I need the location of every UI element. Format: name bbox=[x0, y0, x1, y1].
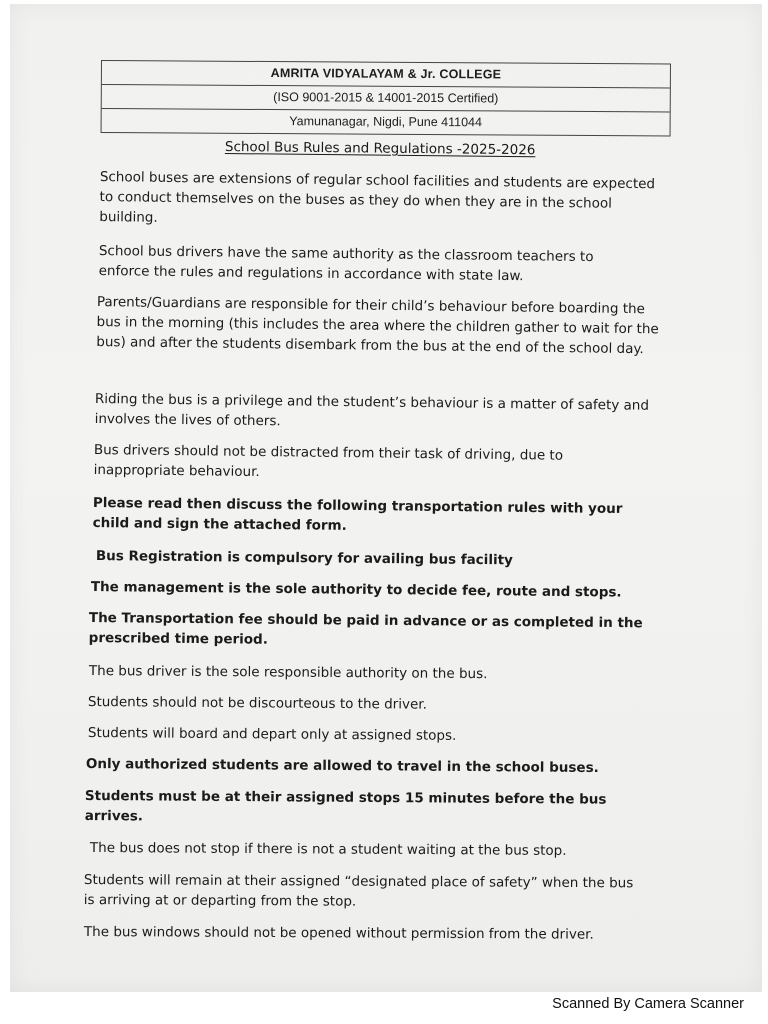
rule-assigned-stops: Students will board and depart only at assigned stops. bbox=[87, 724, 457, 744]
rule-designated-place: Students will remain at their assigned “designated place of safety” when the bus is arriving at or departing from the stop. bbox=[83, 871, 634, 910]
rule-arrive-early: Students must be at their assigned stops 15 minutes before the bus arrives. bbox=[84, 787, 607, 825]
rule-bus-windows: The bus windows should not be opened without permission from the driver. bbox=[83, 924, 594, 943]
paragraph-read-and-sign: Please read then discuss the following transportation rules with your child and sign the attached form. bbox=[92, 494, 623, 534]
scanner-credit: Scanned By Camera Scanner bbox=[552, 996, 744, 1012]
school-address: Yamunanagar, Nigdi, Pune 411044 bbox=[102, 108, 670, 135]
paragraph-bus-extension: School buses are extensions of regular school facilities and students are expected to conduct themselves on the buses as they do when they are in the school building. bbox=[99, 168, 656, 226]
rule-transportation-fee: The Transportation fee should be paid in advance or as completed in the prescribed time period. bbox=[88, 609, 643, 648]
paragraph-riding-privilege: Riding the bus is a privilege and the student’s behaviour is a matter of safety and involves the lives of others. bbox=[94, 390, 650, 430]
certification-line: (ISO 9001-2015 & 14001-2015 Certified) bbox=[102, 84, 670, 111]
rule-authorized-students: Only authorized students are allowed to travel in the school buses. bbox=[85, 755, 599, 777]
rule-bus-stop-waiting: The bus does not stop if there is not a student waiting at the bus stop. bbox=[89, 839, 567, 859]
paragraph-driver-authority: School bus drivers have the same authority as the classroom teachers to enforce the rules and regulations in accordance with state law. bbox=[98, 242, 594, 285]
school-header-box bbox=[101, 60, 671, 136]
rule-bus-registration: Bus Registration is compulsory for availing bus facility bbox=[95, 547, 513, 569]
rule-driver-sole-authority: The bus driver is the sole responsible authority on the bus. bbox=[88, 662, 488, 683]
document-title: School Bus Rules and Regulations -2025-2026 bbox=[224, 139, 536, 159]
paragraph-parent-responsibility: Parents/Guardians are responsible for their child’s behaviour before boarding the bus in the morning (this includes the area where the children gather to wait for the bus) and after the students disembark from the bus at the end of the school day. bbox=[96, 293, 659, 358]
rule-courtesy-to-driver: Students should not be discourteous to the driver. bbox=[87, 693, 427, 713]
school-name: AMRITA VIDYALAYAM & Jr. COLLEGE bbox=[270, 66, 502, 82]
paragraph-driver-distraction: Bus drivers should not be distracted from their task of driving, due to inappropriate behaviour. bbox=[93, 441, 564, 481]
rule-management-authority: The management is the sole authority to decide fee, route and stops. bbox=[90, 578, 622, 601]
